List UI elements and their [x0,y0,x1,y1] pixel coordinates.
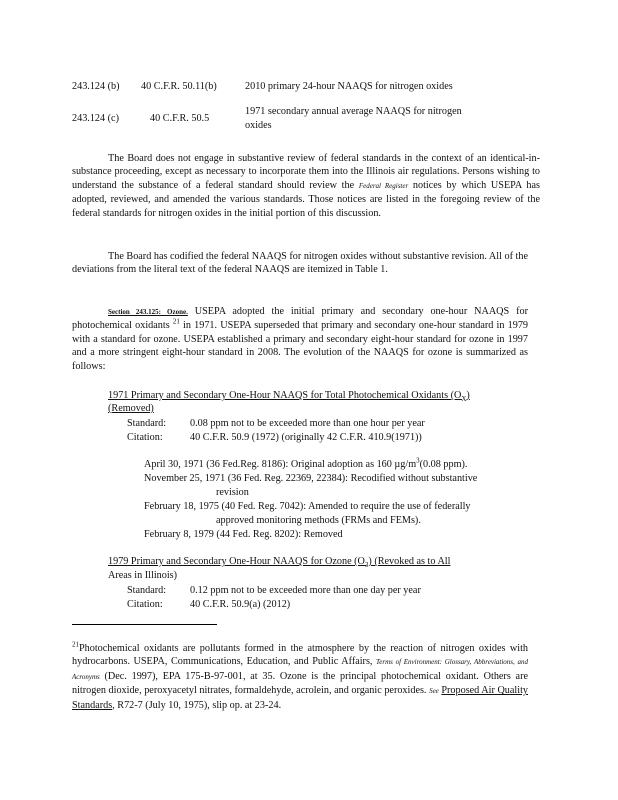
paragraph-codification: The Board has codified the federal NAAQS for nitrogen oxides without substantive revision. All of the deviations from the literal text of the federal NAAQS are itemized in Table 1. [72,251,528,276]
citation-value: 40 C.F.R. 50.9(a) (2012) [190,599,291,610]
standard-description: 2010 primary 24-hour NAAQS for nitrogen oxides [245,81,453,92]
history-entry: November 25, 1971 (36 Fed. Reg. 22369, 22384): Recodified without substantive [144,473,478,484]
history-entry-cont: approved monitoring methods (FRMs and FEMs). [216,515,421,526]
paragraph-federal-review: The Board does not engage in substantive review of federal standards in the context of an identical-in-substance proceeding, except as necessary to incorporate them into the Illinois air regulations. Persons wishing to understand the substance of a federal standard should review the Federal Register notices by which USEPA has adopted, reviewed, and amended the various standards. Those notices are listed in the foregoing review of the federal standards for nitrogen oxides in the initial portion of this discussion. [72,153,540,219]
table-row [72,80,120,93]
standard-description-cont: oxides [245,120,272,131]
citation-label: Citation: [127,432,163,443]
table-row [72,112,119,125]
glossary-title: Terms of Environment: Glossary, Abbreviations, and Acronyms [72,658,528,681]
std-1979-title: 1979 Primary and Secondary One-Hour NAAQS for Ozone $(O_3)$ (Revoked as to All [108,556,451,570]
std-1971-title: 1971 Primary and Secondary One-Hour NAAQS for Total Photochemical Oxidants $(O_X)$ [108,390,470,404]
section-number: 243.124 (b) [72,81,120,92]
section-heading: Section 243.125: Ozone. [108,308,188,316]
history-entry: April 30, 1971 (36 Fed.Reg. 8186): Original adoption as 160 $\mu g/m^3(0.08$ ppm). [144,456,468,470]
footnote-ref: 21 [172,318,180,327]
standard-label: Standard: [127,585,167,596]
section-number: 243.124 (c) [72,113,119,124]
history-entry: February 18, 1975 (40 Fed. Reg. 7042): Amended to require the use of federally [144,501,471,512]
cfr-citation: 40 C.F.R. 50.11(b) [141,81,217,92]
case-citation: Proposed Air Quality Standards [72,685,528,711]
footnote-mark: 21 [72,640,79,649]
standard-label: Standard: [127,418,167,429]
section-243-125: Section 243.125: Ozone. USEPA adopted the initial primary and secondary one-hour NAAQS for photochemical oxidants $^{21}$ in 1971. USEPA superseded that primary and secondary one-hour standard in 1979 with a standard for ozone. USEPA established a primary and secondary eight-hour standard for ozone in 1997 and a more stringent eight-hour standard in 2008. The evolution of the NAAQS for ozone is summarized as follows: [72,306,529,372]
std-1979-status: Areas in Illinois) [108,570,178,581]
standard-value: 0.12 ppm not to be exceeded more than one day per year [190,585,421,596]
cfr-citation: 40 C.F.R. 50.5 [150,113,210,124]
citation-value: 40 C.F.R. 50.9 (1972) (originally 42 C.F.R. 410.9(1971)) [190,432,422,443]
citation-label: Citation: [127,599,163,610]
std-1971-status: (Removed) [108,403,154,414]
history-entry-cont: revision [216,487,249,498]
federal-register-title: Federal Register [358,181,409,190]
footnote-divider [72,624,217,625]
standard-description: 1971 secondary annual average NAAQS for nitrogen [245,106,462,117]
history-entry: February 8, 1979 (44 Fed. Reg. 8202): Removed [144,529,343,540]
footnote-21: $^{21}$Photochemical oxidants are pollutants formed in the atmosphere by the reaction of nitrogen oxides with hydrocarbons. USEPA, Communications, Education, and Public Affairs, Terms of Environment: Glossary, Abbreviations, and Acronyms (Dec. 1997), EPA 175-B-97-001, at 35. Ozone is the principal photochemical oxidant. Others are nitrogen dioxide, peroxyacetyl nitrates, formaldehyde, acrolein, and organic peroxides. See Proposed Air Quality Standards, R72-7 (July 10, 1975), slip op. at 23-24. [72,640,528,711]
standard-value: 0.08 ppm not to be exceeded more than one hour per year [190,418,425,429]
